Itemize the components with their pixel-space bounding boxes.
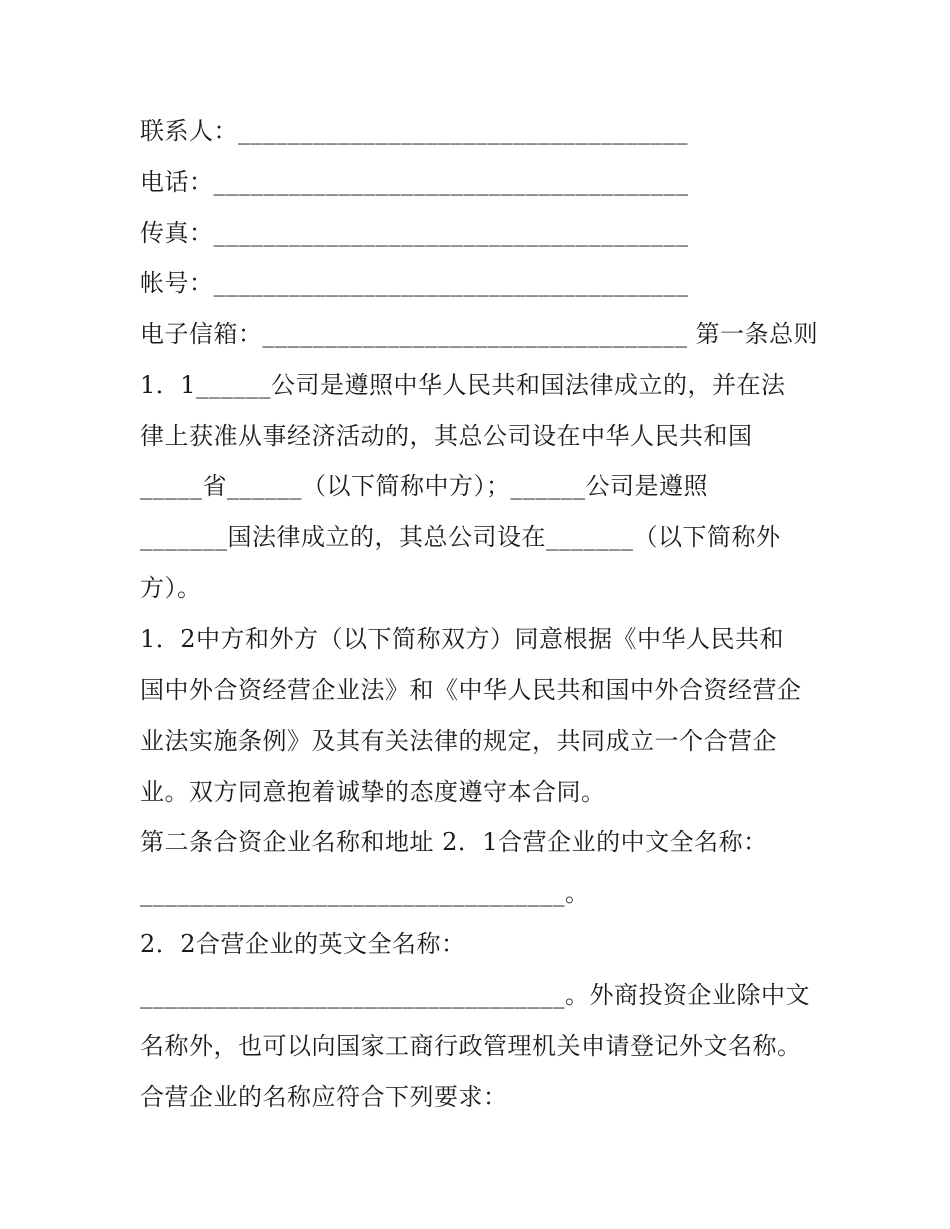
account-line: 帐号：______________________________________	[140, 269, 689, 297]
foreign-name-note-line: 名称外，也可以向国家工商行政管理机关申请登记外文名称。	[140, 1032, 802, 1060]
clause-1-2-line-2: 国中外合资经营企业法》和《中华人民共和国中外合资经营企	[140, 676, 802, 704]
email-and-article-one-line: 电子信箱：__________________________________ 第一条总则	[140, 320, 819, 348]
clause-1-2-line-1: 1．2中方和外方（以下简称双方）同意根据《中华人民共和	[140, 625, 785, 653]
english-name-blank-line: __________________________________。外商投资企业除中文	[140, 981, 810, 1009]
clause-1-1-line-2: 律上获准从事经济活动的，其总公司设在中华人民共和国	[140, 422, 753, 450]
contact-person-line: 联系人：____________________________________	[140, 117, 688, 145]
clause-1-1-line-1: 1．1______公司是遵照中华人民共和国法律成立的，并在法	[140, 371, 786, 399]
clause-1-2-line-3: 业法实施条例》及其有关法律的规定，共同成立一个合营企	[140, 727, 777, 755]
name-requirements-line: 合营企业的名称应符合下列要求：	[140, 1083, 508, 1111]
clause-1-2-line-4: 业。双方同意抱着诚挚的态度遵守本合同。	[140, 778, 606, 806]
clause-1-1-line-5: 方）。	[140, 574, 202, 602]
clause-1-1-line-4: _______国法律成立的，其总公司设在_______（以下简称外	[140, 523, 781, 551]
clause-2-2-line: 2．2合营企业的英文全名称：	[140, 930, 466, 958]
phone-line: 电话：______________________________________	[140, 168, 689, 196]
article-two-heading-line: 第二条合资企业名称和地址 2．1合营企业的中文全名称：	[140, 828, 768, 856]
chinese-name-blank-line: __________________________________。	[140, 879, 590, 907]
fax-line: 传真：______________________________________	[140, 219, 689, 247]
clause-1-1-line-3: _____省______（以下简称中方）；______公司是遵照	[140, 472, 708, 500]
